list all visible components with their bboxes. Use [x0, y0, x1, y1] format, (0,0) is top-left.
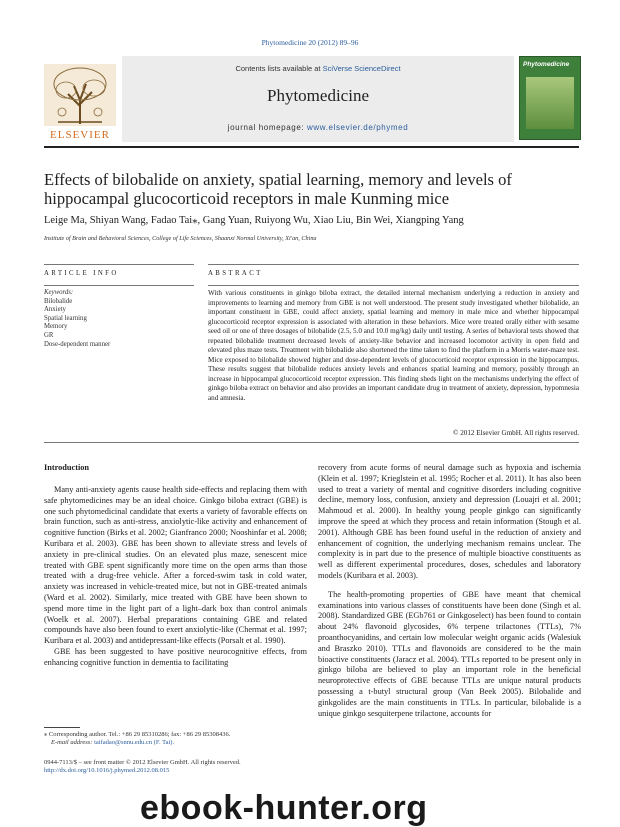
homepage-line: [122, 123, 514, 132]
body-column-right: [318, 463, 581, 719]
front-matter: [44, 759, 307, 775]
body-paragraph: The health-promoting properties of GBE have meant that chemical examinations into various classes of constituents have been done (Singh et al. 2008). Standardized GBE (EGb761 or Ginkgoselect) has been found to contain about 24% flavonoid glycosides, 6% terpene trilactones (TTLs), 7% proanthocyanidins, and certain low molecular weight organic acids (Walesiuk and Braszko 2010). TTLs and flavonoids are considered to be the main bioactive constituents (Jaracz et al. 2004). TTLs reported to be present only in ginkgo biloba are believed to play an important role in the beneficial neuroprotective effects of GBE because TTLs are unique natural products possessing a t-butyl structural group (Van Beek 2005). Bilobalide and ginkgolides are the main constituents in TTLs. In particular, bilobalide is a unique ginkgo sesquiterpene trilactone, accounts for: [318, 589, 581, 718]
email-line: [44, 739, 307, 747]
contents-line: [122, 64, 514, 73]
body-paragraph: GBE has been suggested to have positive neurocognitive effects, from enhancing cognitive function in dementia to facilitating: [44, 646, 307, 667]
body-paragraph: recovery from acute forms of neural damage such as hypoxia and ischemia (Klein et al. 1997; Krieglstein et al. 1995; Rocher et al. 2011). It has also been used to treat a variety of mental and cognitive disorders including cognitive decline, memory loss, confusion, anxiety and depression (Louajri et al. 2001; Mahmoud et al. 2000). In healthy young people ginkgo can significantly improve the speed at which they process and retain information (Stough et al. 2001). Although GBE has been found useful in the reduction of anxiety and enhancement of cognition, the underlying mechanism remains unclear. The complexity is in part due to the presence of multiple bioactive constituents as well as different experimental procedures, doses, schedules and laboratory models (Kuribara et al. 2003).: [318, 463, 581, 580]
body-column-left: [44, 485, 307, 669]
body-paragraph: Many anti-anxiety agents cause health side-effects and replacing them with safe phytomedicines may be an ideal choice. Ginkgo biloba extract (GBE) is one such phytomedicinal candidate that exerts a variety of favorable effects on brain function, such as anti-stress, anxiolytic-like activity and enhancement of cognitive function (Birks et al. 2002; Gianfranco 2000; Nooshinfar et al. 2008; Kuribara et al. 2003). GBE has been shown to alleviate stress and levels of anxiety in pre-clinical studies. On an elevated plus maze, senescent mice treated with GBE spent significantly more time on the open arms than those treated with a drug-free vehicle. After a forced-swim task in cold water, anxiety was increased in vehicle-treated mice, but not in GBE-treated animals (Ward et al. 2002). Similarly, mice treated with GBE have been shown to spend more time in the light part of a light–dark box than control animals (Woelk et al. 2007). Herbal preparations containing GBE and related compounds have also been found to exert anxiolytic-like (Chermat et al. 1997; Kuribara et al. 2003) and antidepressant-like effects (Porsalt et al. 1990).: [44, 485, 307, 646]
article-info-rule: [44, 285, 194, 286]
article-title: Effects of bilobalide on anxiety, spatial learning, memory and levels of hippocampal glucocorticoid receptors in male Kunming mice: [44, 170, 512, 208]
keyword-item: Anxiety: [44, 306, 66, 314]
issn-line: 0944-7113/$ – see front matter © 2012 Elsevier GmbH. All rights reserved.: [44, 759, 241, 766]
cover-title: Phytomedicine: [523, 61, 570, 68]
footnote-rule: [44, 727, 80, 728]
affiliation: Institute of Brain and Behavioral Sciences, College of Life Sciences, Shaanxi Normal University, Xi'an, China: [44, 235, 317, 242]
keyword-item: Dose-dependent manner: [44, 340, 111, 348]
journal-header: [44, 56, 579, 142]
keyword-item: Spatial learning: [44, 314, 87, 322]
copyright-notice: © 2012 Elsevier GmbH. All rights reserved.: [453, 429, 579, 437]
elsevier-logo: [44, 64, 116, 142]
header-divider: [44, 146, 579, 148]
keyword-item: Bilobalide: [44, 297, 73, 305]
author-list: Leige Ma, Shiyan Wang, Fadao Tai⁎, Gang Yuan, Ruiyong Wu, Xiao Liu, Bin Wei, Xiangping Yang: [44, 215, 464, 226]
keyword-item: Memory: [44, 323, 68, 331]
footnote: [44, 731, 307, 747]
abstract-rule: [208, 285, 579, 286]
cover-photo: [526, 77, 574, 129]
article-info-heading: ARTICLE INFO: [44, 270, 119, 277]
homepage-prefix: journal homepage:: [227, 123, 308, 132]
sciencedirect-link[interactable]: SciVerse ScienceDirect: [322, 64, 401, 73]
journal-name: Phytomedicine: [267, 86, 369, 105]
doi-link[interactable]: http://dx.doi.org/10.1016/j.phymed.2012.08.015: [44, 767, 170, 775]
abstract-rule-bottom: [44, 442, 579, 443]
corresponding-author-note: ⁎ Corresponding author. Tel.: +86 29 85310286; fax: +86 29 85308436.: [44, 731, 231, 738]
article-info-rule-top: [44, 264, 194, 265]
keyword-item: GR: [44, 331, 54, 339]
section-heading-introduction: Introduction: [44, 463, 90, 472]
journal-cover-image: [519, 56, 581, 140]
watermark: ebook-hunter.org: [140, 789, 428, 827]
abstract-heading: ABSTRACT: [208, 270, 263, 277]
elsevier-wordmark: ELSEVIER: [50, 129, 110, 141]
keywords-block: [44, 289, 194, 349]
email-label: E-mail address:: [51, 739, 95, 747]
contents-prefix: Contents lists available at: [235, 64, 323, 73]
homepage-link[interactable]: www.elsevier.de/phymed: [307, 123, 409, 132]
email-link[interactable]: taifadao@snnu.edu.cn (F. Tai).: [94, 739, 175, 747]
journal-reference[interactable]: Phytomedicine 20 (2012) 89–96: [261, 38, 359, 47]
abstract-text: With various constituents in ginkgo biloba extract, the detailed internal mechanism underlying a reduction in anxiety and improvements to learning and memory from GBE is not well understood. The present study investigated whether bilobalide, an important constituent in GBE, could affect anxiety, spatial learning and memory in male mice and whether hippocampal glucocorticoid receptor expression is associated with alteration in these behaviors. Mice were treated orally either with sesame seed oil or one of three dosages of bilobalide (2.5, 5.0 and 10.0 mg/kg) daily until testing. A series of behavioral tests showed that repeated bilobalide treatment decreased levels of anxiety-like behavior and increased locomotor activity in open field and elevated plus maze tests. Treatment with bilobalide also shortened the time taken to find the platform in a Morris water-maze test. Mice exposed to bilobalide showed higher and dose-dependent levels of glucocorticoid receptor expression in the hippocampus. These results suggest that bilobalide reduces anxiety levels and enhances spatial learning and memory, possibly through an increase in hippocampal glucocorticoid receptor expression. This finding sheds light on the mechanisms underlying the effect of ginkgo biloba extract on behavior and also provides an important candidate drug in treatment of anxiety, depression, hypomnesia and amnesia.: [208, 289, 579, 403]
keywords-label: Keywords:: [44, 289, 74, 296]
journal-masthead: [122, 56, 514, 142]
elsevier-tree-icon: [44, 64, 116, 142]
abstract-rule-top: [208, 264, 579, 265]
